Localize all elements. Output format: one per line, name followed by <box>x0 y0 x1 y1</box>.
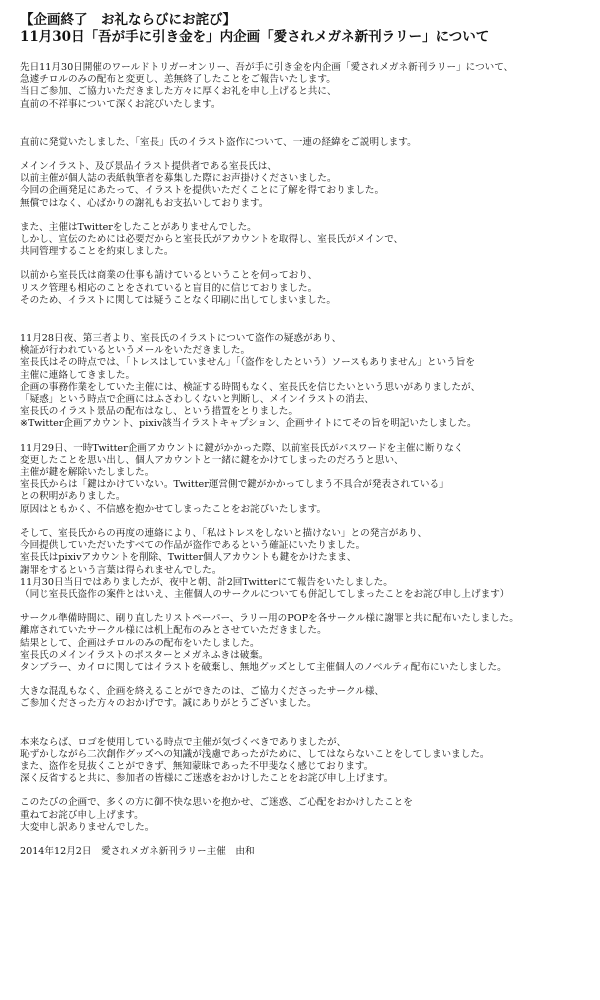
text-line: 「疑惑」という時点で企画にはふさわしくないと判断し、メインイラストの消去、 <box>20 394 375 406</box>
text-line: ※Twitter企画アカウント、pixiv該当イラストキャプション、企画サイトにてその旨を明記いたしました。 <box>20 418 477 430</box>
text-line: 謝罪をするという言葉は得られませんでした。 <box>20 564 222 576</box>
paragraph-gap <box>20 601 586 613</box>
paragraph-gap <box>20 711 586 737</box>
text-line: 企画の事務作業をしていた主催には、検証する時間もなく、室長氏を信じたいという思いがありましたが、 <box>20 381 481 393</box>
paragraph <box>20 528 586 601</box>
text-line: 大変申し訳ありませんでした。 <box>20 821 155 833</box>
text-line: メインイラスト、及び景品イラスト提供者である室長氏は、 <box>20 161 277 173</box>
text-line: 重ねてお詫び申し上げます。 <box>20 809 144 821</box>
paragraph <box>20 333 586 431</box>
text-line: 先日11月30日開催のワールドトリガーオンリー、吾が手に引き金を内企画「愛されメガネ新刊ラリー」について、 <box>20 62 514 73</box>
text-line: 主催に連絡してきました。 <box>20 369 136 381</box>
text-line: また、主催はTwitterをしたことがありませんでした。 <box>20 221 257 233</box>
text-line: 当日ご参加、ご協力いただきました方々に厚くお礼を申し上げると共に、 <box>20 86 337 98</box>
text-line: との釈明がありました。 <box>20 491 126 503</box>
text-line: 今回の企画発足にあたって、イラストを提供いただくことに了解を得ておりました。 <box>20 185 385 197</box>
text-line: 室長氏はその時点では、「トレスはしていません」「（盗作をしたという）ソースもありません」という旨を <box>20 357 475 369</box>
text-line: 共同管理することを約束しました。 <box>20 246 174 258</box>
text-line: 11月28日夜、第三者より、室長氏のイラストについて盗作の疑惑があり、 <box>20 333 342 345</box>
paragraph <box>20 443 586 516</box>
text-line: 変更したことを思い出し、個人アカウントと一緒に鍵をかけてしまったのだろうと思い、 <box>20 454 404 466</box>
paragraph <box>20 222 586 259</box>
text-line: 恥ずかしながら二次創作グッズへの知識が浅慮であったがために、してはならないことをしてしまいました。 <box>20 748 490 760</box>
text-line: （同じ室長氏盗作の案件とはいえ、主催個人のサークルについても併記してしまったことをお詫び申し上げます） <box>20 588 510 600</box>
text-line: 無償ではなく、心ばかりの謝礼もお支払いしております。 <box>20 197 269 209</box>
paragraph-gap <box>20 149 586 161</box>
text-line: 主催が鍵を解除いたしました。 <box>20 467 155 479</box>
title-line-1: 【企画終了 お礼ならびにお詫び】 <box>20 12 236 28</box>
text-line: リスク管理も相応のことをされていると盲目的に信じておりました。 <box>20 282 318 294</box>
paragraph <box>20 62 586 111</box>
notice-title <box>20 12 586 46</box>
text-line: 直前に発覚いたしました、「室長」氏のイラスト盗作について、一連の経緯をご説明します。 <box>20 136 417 148</box>
paragraph-gap <box>20 111 586 137</box>
text-line: 室長氏からは「鍵はかけていない。Twitter運営側で鍵がかかってしまう不具合が発表されている」 <box>20 479 449 491</box>
text-line: 室長氏のイラスト景品の配布はなし、という措置をとりました。 <box>20 406 298 418</box>
text-line: 離席されていたサークル様には机上配布のみとさせていただきました。 <box>20 625 327 637</box>
paragraph <box>20 270 586 307</box>
text-line: 検証が行われているというメールをいただきました。 <box>20 345 251 357</box>
paragraph-gap <box>20 785 586 797</box>
title-line-2: 11月30日「吾が手に引き金を」内企画「愛されメガネ新刊ラリー」について <box>20 29 490 45</box>
text-line: 以前主催が個人誌の表紙執筆者を募集した際にお声掛けくださいました。 <box>20 173 337 185</box>
text-line: 11月29日、一時Twitter企画アカウントに鍵がかかった際、以前室長氏がパスワードを主催に断りなく <box>20 442 464 454</box>
text-line: このたびの企画で、多くの方に御不快な思いを抱かせ、ご迷惑、ご心配をおかけしたことを <box>20 797 413 809</box>
paragraph <box>20 686 586 710</box>
text-line: 直前の不祥事について深くお詫びいたします。 <box>20 98 221 110</box>
text-line: 11月30日当日ではありましたが、夜中と朝、計2回Twitterにて報告をいたしました。 <box>20 576 393 588</box>
text-line: ご参加くださった方々のおかげです。誠にありがとうございました。 <box>20 698 317 710</box>
paragraph <box>20 797 586 834</box>
signature: 2014年12月2日 愛されメガネ新刊ラリー主催 由和 <box>20 845 255 857</box>
paragraph-gap <box>20 210 586 222</box>
paragraph-gap <box>20 307 586 333</box>
text-line: 室長氏のメインイラストのポスターとメガネふきは破棄。 <box>20 649 269 661</box>
text-line: 急遽チロルのみの配布と変更し、恙無終了したことをご報告いたします。 <box>20 74 336 86</box>
text-line: 原因はともかく、不信感を抱かせてしまったことをお詫びいたします。 <box>20 503 327 515</box>
text-line: サークル準備時間に、刷り直したリストペーパー、ラリー用のPOPを各サークル様に謝罪と共に配布いたしました。 <box>20 613 519 625</box>
paragraph <box>20 737 586 786</box>
text-line: しかし、宣伝のためには必要だからと室長氏がアカウントを取得し、室長氏がメインで、 <box>20 234 404 246</box>
paragraph <box>20 137 586 149</box>
text-line: 深く反省すると共に、参加者の皆様にご迷惑をおかけしたことをお詫び申し上げます。 <box>20 773 394 785</box>
text-line: 今回提供していただいたすべての作品が盗作であるという確証にいたりました。 <box>20 540 366 552</box>
paragraph-gap <box>20 516 586 528</box>
text-line: 本来ならば、ロゴを使用している時点で主催が気づくべきでありましたが、 <box>20 736 347 748</box>
text-line: そのため、イラストに関しては疑うことなく印刷に出してしまいました。 <box>20 294 336 306</box>
paragraph <box>20 613 586 674</box>
text-line: 以前から室長氏は商業の仕事も請けているということを伺っており、 <box>20 270 318 282</box>
text-line: タンブラー、カイロに関してはイラストを破棄し、無地グッズとして主催個人のノベルティ配布にいたしました。 <box>20 661 507 673</box>
paragraph <box>20 161 586 210</box>
notice-body <box>20 62 586 834</box>
text-line: 結果として、企画はチロルのみの配布をいたしました。 <box>20 637 260 649</box>
text-line: そして、室長氏からの再度の連絡により、「私はトレスをしないと描けない」との発言があり、 <box>20 527 428 539</box>
text-line: また、盗作を見抜くことができず、無知蒙昧であった不甲斐なく感じております。 <box>20 760 374 772</box>
paragraph-gap <box>20 674 586 686</box>
text-line: 大きな混乱もなく、企画を終えることができたのは、ご協力くださったサークル様、 <box>20 686 385 698</box>
paragraph-gap <box>20 431 586 443</box>
paragraph-gap <box>20 258 586 270</box>
text-line: 室長氏はpixivアカウントを削除、Twitter個人アカウントも鍵をかけたまま、 <box>20 552 357 564</box>
